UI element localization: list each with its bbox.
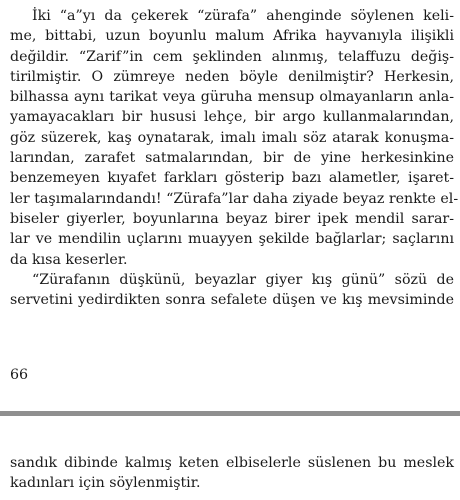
text-line: benzemeyen kıyafet farkları gösterip bazı alametler, işaret- xyxy=(10,170,454,187)
page-bottom-text xyxy=(10,453,454,494)
page-number: 66 xyxy=(10,367,29,383)
text-line: göz süzerek, kaş oynatarak, imalı imalı söz atarak konuşma- xyxy=(10,129,454,146)
text-line: “Zürafanın düşkünü, beyazlar giyer kış günü” sözü de xyxy=(32,271,454,288)
text-line: değildir. “Zarif”in cem şeklinden alınmış, telaffuzu değiş- xyxy=(10,48,454,65)
page-top-text xyxy=(10,6,459,310)
text-line: tirilmiştir. O zümreye neden böyle denilmiştir? Herkesin, xyxy=(10,68,454,85)
text-line: ler taşımalarındandı! “Zürafa”lar daha ziyade beyaz renkte el- xyxy=(10,190,459,207)
text-line: lar ve mendilin uçlarını muayyen şekilde bağlarlar; saçlarını xyxy=(10,231,454,248)
text-line: servetini yedirdikten sonra sefalete düşen ve kış mevsiminde xyxy=(10,292,454,309)
text-line: me, bittabi, uzun boyunlu malum Afrika hayvanıyla ilişikli xyxy=(10,28,454,45)
page-divider xyxy=(0,411,460,416)
text-line: da kısa keserler. xyxy=(10,251,128,268)
text-line: kadınları için söylenmiştir. xyxy=(10,475,201,492)
text-line: yamayacakları bir hususi lehçe, bir argo kullanmalarından, xyxy=(10,109,454,126)
text-line: bilhassa aynı tarikat veya güruha mensup olmayanların anla- xyxy=(10,89,454,106)
text-line: larından, zarafet satmalarından, bir de yine herkesinkine xyxy=(10,150,454,167)
text-line: biseler giyerler, boyunlarına beyaz birer ipek mendil sarar- xyxy=(10,210,454,227)
text-line: sandık dibinde kalmış keten elbiselerle süslenen bu meslek xyxy=(10,455,454,471)
text-line: İki “a”yı da çekerek “zürafa” ahenginde söylenen keli- xyxy=(32,8,454,24)
